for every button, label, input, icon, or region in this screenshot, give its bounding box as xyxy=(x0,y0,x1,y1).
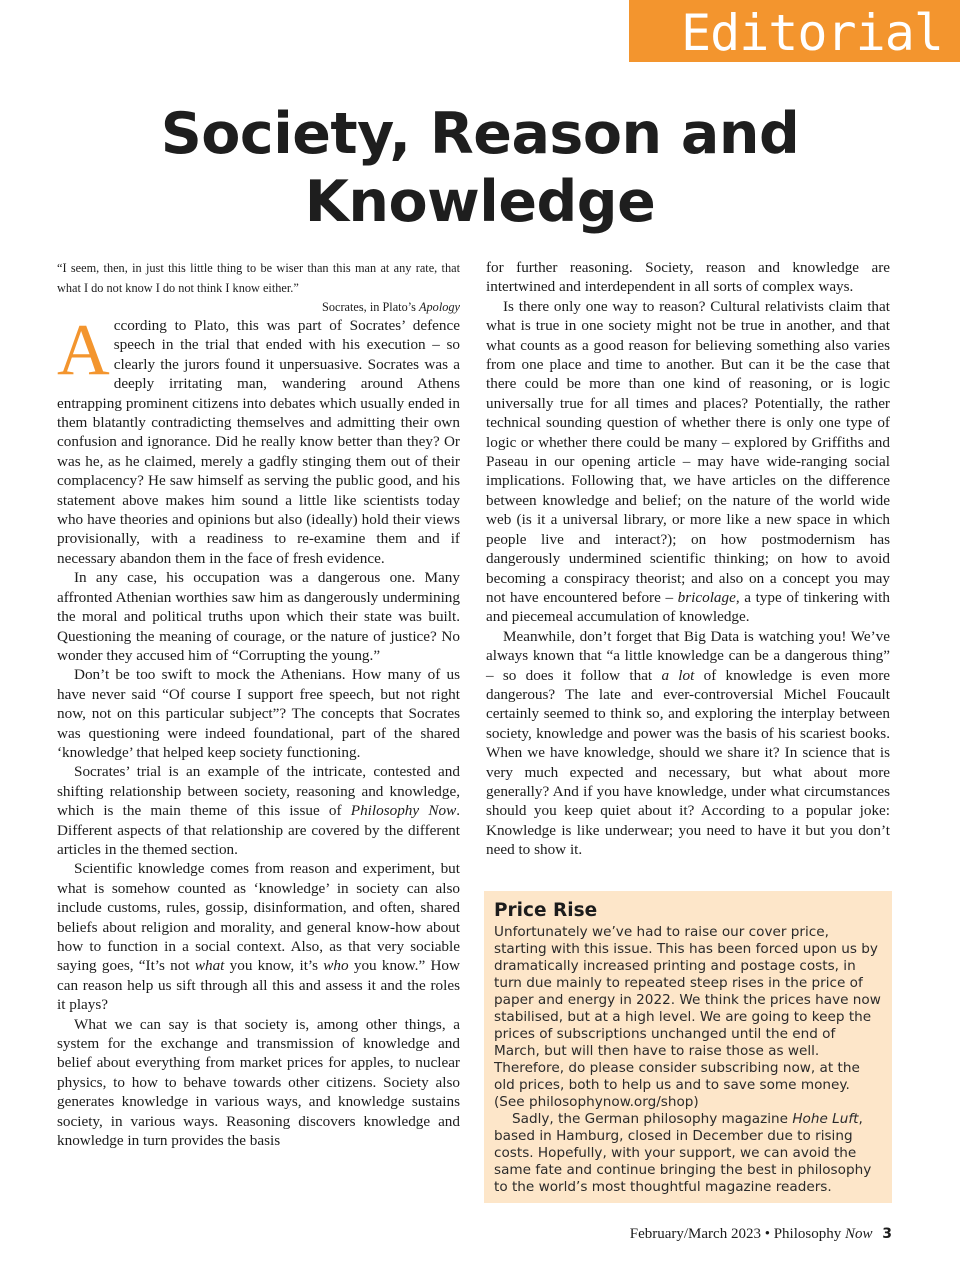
footer-bullet: • xyxy=(764,1226,770,1242)
paragraph-4: Socrates’ trial is an example of the intricate, contested and shifting relationship between society, reasoning and knowledge, which is the main theme of this issue of Philosophy Now. Different aspects of that relationship are covered by the different articles in the themed section. xyxy=(57,763,460,858)
price-rise-paragraph-1: Unfortunately we’ve had to raise our cover price, starting with this issue. This has been forced upon us by dramatically increased printing and postage costs, in turn due mainly to repeated steep rises in the price of paper and energy in 2022. We think the prices have now stabilised, but at a high level. We are going to keep the prices of subscriptions unchanged until the end of March, but will then have to raise those as well. Therefore, do please consider subscribing now, at the old prices, both to help us and to save some money. (See philosophynow.org/shop) xyxy=(494,924,881,1110)
epigraph-source: Socrates, in Plato’s Apology xyxy=(322,300,460,314)
epigraph-quote: “I seem, then, in just this little thing to be wiser than this man at any rate, that what I do not know I do not think I know either.” xyxy=(57,261,460,295)
magazine-name-em: Now xyxy=(844,1226,873,1242)
price-rise-box xyxy=(484,891,892,1203)
paragraph-5: Scientific knowledge comes from reason and experiment, but what is somehow counted as ‘knowledge’ in society can also include customs, rules, gossip, disinformation, and often, shared beliefs about religion and morality, and general know-how about how to function in a social context. Also, as that very sociable saying goes, “It’s not what you know, it’s who you know.” How can reason help us sift through all this and assess it and the roles it plays? xyxy=(57,860,460,1014)
paragraph-6: What we can say is that society is, among other things, a system for the exchange and transmission of knowledge and belief about everything from market prices for apples, to nuclear physics, to how to behave towards other citizens. Society also generates knowledge in various ways, and knowledge sustains society, in various ways. Reasoning discovers knowledge and knowledge in turn provides the basis xyxy=(57,1015,460,1150)
article-column-right xyxy=(486,258,890,860)
epigraph-work: Apology xyxy=(419,300,460,314)
paragraph-1: According to Plato, this was part of Socrates’ defence speech in the trial that ended with his execution – so clearly the jurors found it unpersuasive. Socrates was a deeply irritating man, wandering around Athens entrapping prominent citizens into debates which usually ended in them blatantly contradicting themselves and admitting their own confusion and ignorance. Did he really know better than they? Or was he, as he claimed, merely a gadfly stinging them out of their complacency? He saw himself as serving the public good, and his statement above makes him sound a little like scientists today who have theories and opinions but also (ideally) hold their views provisionally, with a readiness to re-examine them and if necessary abandon them in the face of fresh evidence. xyxy=(57,309,460,567)
price-rise-title: Price Rise xyxy=(494,900,598,921)
page-footer xyxy=(560,1224,892,1244)
drop-cap: A xyxy=(57,309,110,390)
price-rise-paragraph-2: Sadly, the German philosophy magazine Hohe Luft, based in Hamburg, closed in December due to rising costs. Hopefully, with your support, we can avoid the same fate and continue bringing the best in philosophy to the world’s most thoughtful magazine readers. xyxy=(494,1111,872,1195)
page-title: Society, Reason and Knowledge xyxy=(160,101,800,235)
paragraph-3: Don’t be too swift to mock the Athenians. How many of us have never said “Of course I support free speech, but not right now, not on this particular subject”? The concepts that Socrates was questioning were indeed foundational, part of the shared ‘knowledge’ that helped keep society functioning. xyxy=(57,666,460,761)
article-column-left xyxy=(57,258,460,1150)
paragraph-2: In any case, his occupation was a dangerous one. Many affronted Athenian worthies saw him as dangerously undermining the moral and political truths upon which their state was built. Questioning the meaning of courage, or the nature of justice? No wonder they accused him of “Corrupting the young.” xyxy=(57,569,460,664)
paragraph-6-continued: for further reasoning. Society, reason and knowledge are intertwined and interdependent in all sorts of complex ways. xyxy=(486,259,890,296)
issue-date: February/March 2023 xyxy=(629,1226,761,1242)
paragraph-8: Meanwhile, don’t forget that Big Data is watching you! We’ve always known that “a little knowledge can be a dangerous thing” – so does it follow that a lot of knowledge is even more dangerous? The late and ever-controversial Michel Foucault certainly seemed to think so, and exploring the interplay between society, knowledge and power was the basis of his scariest books. When we have knowledge, should we share it? In science that is very much expected and necessary, but what about more generally? And if you have knowledge, under what circumstances should you keep quiet about it? According to a popular joke: Knowledge is like underwear; you need to have it but you don’t need to show it. xyxy=(486,627,890,859)
paragraph-7: Is there only one way to reason? Cultural relativists claim that what is true in one society might not be true in another, and that what counts as a good reason for believing something also varies from one place and time to another. But can it be the case that there could be more than one kind of reasoning, or is logic universally true for all times and places? Potentially, the rather technical sounding question of whether there is only one type of logic or whether there could be many – explored by Griffiths and Paseau in our opening article – may have wide-ranging social implications. Following that, we have articles on the difference between knowledge and belief; on the nature of the world wide web (is it a universal library, or more like a new space in which people live and interact?); on how postmodernism has dangerously undermined scientific thinking; on how to avoid becoming a conspiracy theorist; and also on a concept you may not have encountered before – bricolage, a type of tinkering with and piecemeal accumulation of knowledge. xyxy=(486,297,890,626)
magazine-name: Philosophy xyxy=(773,1226,845,1242)
page-number: 3 xyxy=(882,1226,892,1242)
section-label: Editorial xyxy=(629,0,960,62)
